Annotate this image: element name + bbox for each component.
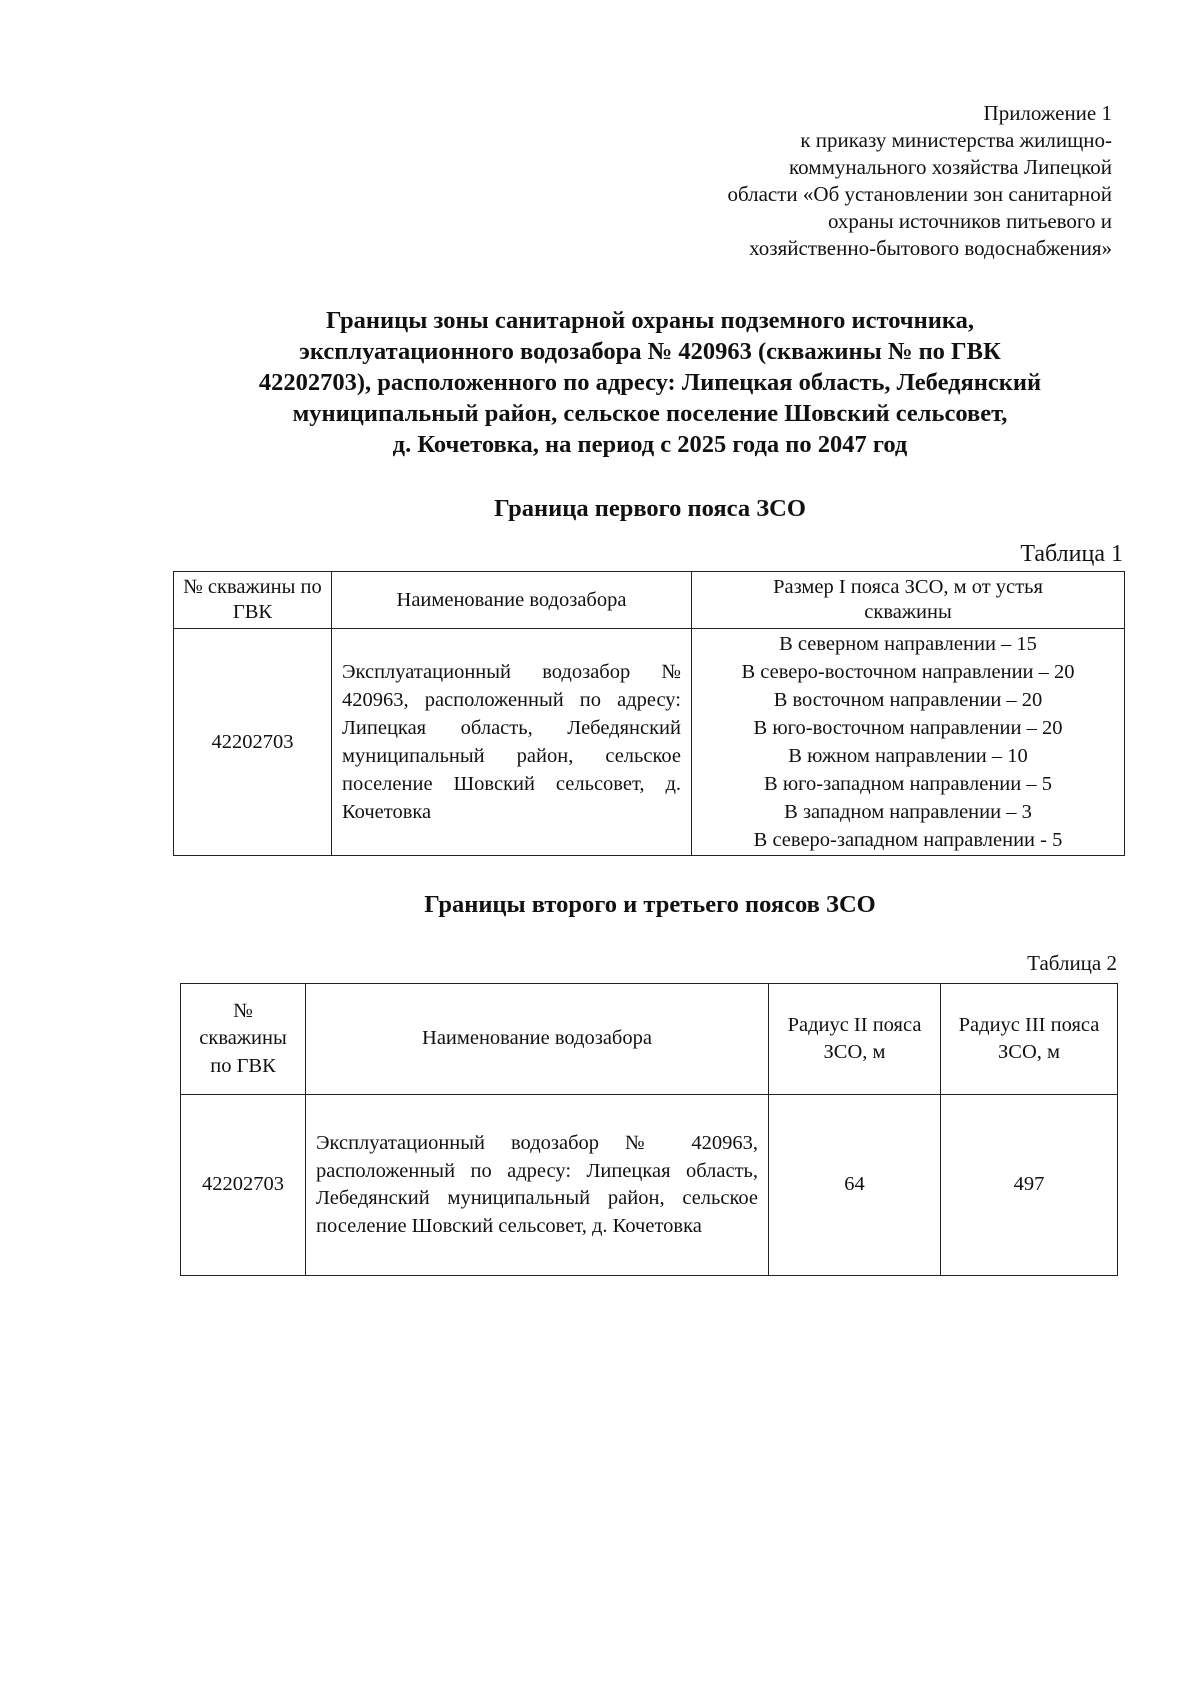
direction-line: В северо-восточном направлении – 20 <box>741 661 1075 683</box>
cell-name: Эксплуатационный водозабор № 420963, расположенный по адресу: Липецкая область, Лебедянский муниципальный район, сельское поселение Шовский сельсовет, д. Кочетовка <box>306 1095 769 1276</box>
header-well-no: № скважины по ГВК <box>174 572 332 629</box>
direction-line: В восточном направлении – 20 <box>773 689 1043 711</box>
section2-heading: Границы второго и третьего поясов ЗСО <box>424 891 876 918</box>
cell-radius-2: 64 <box>769 1095 941 1276</box>
appendix-line: Приложение 1 <box>983 101 1112 125</box>
title-line: эксплуатационного водозабора № 420963 (скважины № по ГВК <box>299 338 1001 365</box>
cell-well-no: 42202703 <box>181 1095 306 1276</box>
header-radius-2: Радиус II пояса ЗСО, м <box>769 984 941 1095</box>
title-line: д. Кочетовка, на период с 2025 года по 2047 год <box>392 431 908 458</box>
header-size: Размер I пояса ЗСО, м от устья скважины <box>692 572 1125 629</box>
table2-label: Таблица 2 <box>1027 951 1117 975</box>
title-line: муниципальный район, сельское поселение Шовский сельсовет, <box>292 400 1008 427</box>
appendix-line: хозяйственно-бытового водоснабжения» <box>749 236 1112 260</box>
cell-well-no: 42202703 <box>174 629 332 856</box>
title-line: 42202703), расположенного по адресу: Липецкая область, Лебедянский <box>258 369 1042 396</box>
appendix-line: коммунального хозяйства Липецкой <box>789 155 1112 179</box>
appendix-line: области «Об установлении зон санитарной <box>727 182 1112 206</box>
document-title <box>160 305 1140 460</box>
appendix-line: к приказу министерства жилищно- <box>800 128 1112 152</box>
direction-line: В юго-восточном направлении – 20 <box>753 717 1063 739</box>
table-header-row <box>174 572 1125 629</box>
direction-line: В северном направлении – 15 <box>779 633 1037 655</box>
section1-heading: Граница первого пояса ЗСО <box>494 495 806 522</box>
header-name: Наименование водозабора <box>332 572 692 629</box>
second-third-zone-table <box>180 983 1118 1276</box>
appendix-line: охраны источников питьевого и <box>827 209 1112 233</box>
header-radius-3: Радиус III пояса ЗСО, м <box>941 984 1118 1095</box>
cell-radius-3: 497 <box>941 1095 1118 1276</box>
header-name: Наименование водозабора <box>306 984 769 1095</box>
first-zone-table <box>173 571 1125 856</box>
direction-line: В северо-западном направлении - 5 <box>753 829 1063 851</box>
table-header-row <box>181 984 1118 1095</box>
table-row <box>181 1095 1118 1276</box>
table1-label: Таблица 1 <box>1020 541 1123 567</box>
header-well-no: № скважины по ГВК <box>181 984 306 1095</box>
title-line: Границы зоны санитарной охраны подземного источника, <box>326 307 974 334</box>
direction-line: В юго-западном направлении – 5 <box>764 773 1052 795</box>
cell-directions <box>692 629 1125 856</box>
appendix-note <box>592 100 1112 262</box>
cell-name: Эксплуатационный водозабор № 420963, расположенный по адресу: Липецкая область, Лебедянский муниципальный район, сельское поселение Шовский сельсовет, д. Кочетовка <box>332 629 692 856</box>
direction-line: В южном направлении – 10 <box>788 745 1028 767</box>
table-row <box>174 629 1125 856</box>
direction-line: В западном направлении – 3 <box>784 801 1032 823</box>
